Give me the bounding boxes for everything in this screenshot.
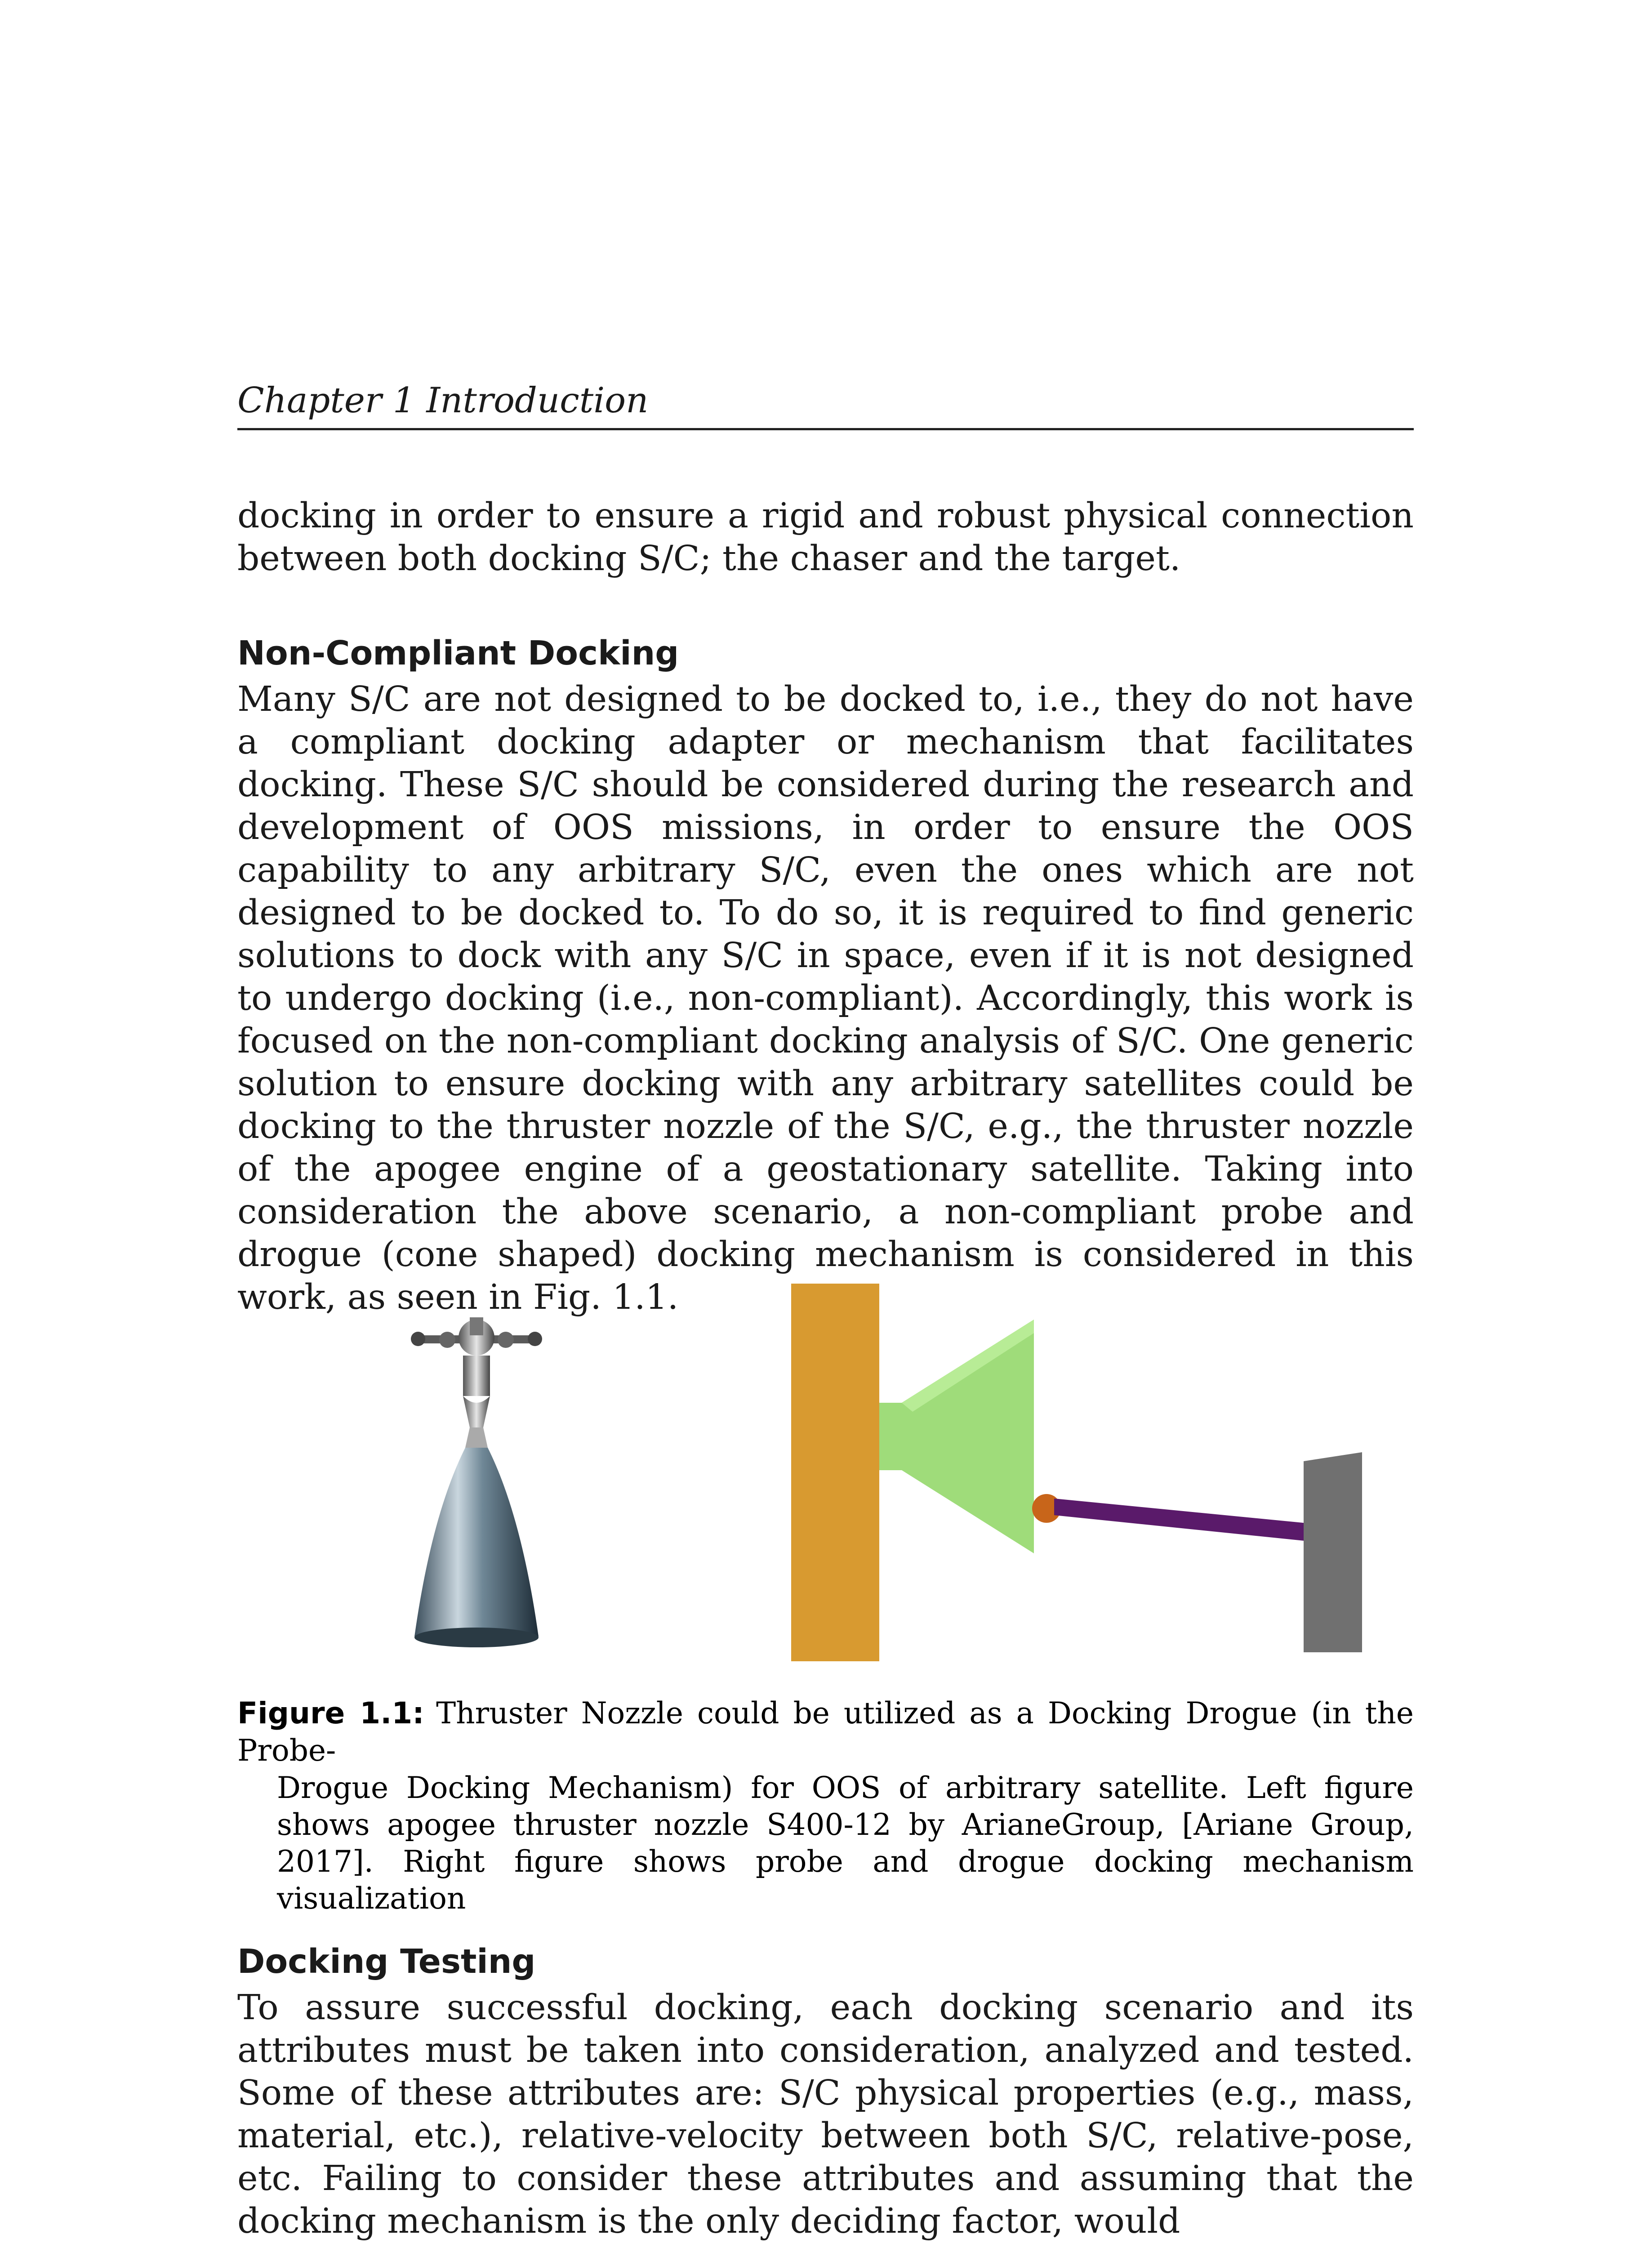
probe-rod	[1054, 1499, 1317, 1542]
running-head: Chapter 1 Introduction	[237, 380, 649, 421]
section-heading-testing: Docking Testing	[237, 1942, 536, 1981]
drogue-neck	[879, 1403, 902, 1470]
figure-caption-first-line: Thruster Nozzle could be utilized as a Docking Drogue (in the Probe-	[237, 1696, 1414, 1768]
probe-drogue-visualization	[791, 1284, 1362, 1661]
drogue-cone	[902, 1320, 1034, 1553]
docking-plate	[791, 1284, 879, 1661]
figure-label: Figure 1.1:	[237, 1696, 424, 1731]
section-heading-noncompliant: Non-Compliant Docking	[237, 634, 679, 673]
noncompliant-paragraph: Many S/C are not designed to be docked to, i.e., they do not have a compliant docking adapter or mechanism that facilitates docking. These S/C should be considered during the research and development of OOS missions, in order to ensure the OOS capability to any arbitrary S/C, even the ones which are not designed to be docked to. To do so, it is required to find generic solutions to dock with any S/C in space, even if it is not designed to undergo docking (i.e., non-compliant). Accordingly, this work is focused on the non-compliant docking analysis of S/C. One generic solution to ensure docking with any arbitrary satellites could be docking to the thruster nozzle of the S/C, e.g., the thruster nozzle of the apogee engine of a geostationary satellite. Taking into consideration the above scenario, a non-compliant probe and drogue (cone shaped) docking mechanism is considered in this work, as seen in Fig. 1.1.	[237, 679, 1414, 1317]
header-rule	[237, 428, 1414, 430]
figure-caption	[237, 1695, 1414, 1917]
testing-paragraph: To assure successful docking, each docking scenario and its attributes must be taken into consideration, analyzed and tested. Some of these attributes are: S/C physical properties (e.g., mass, material, etc.), relative-velocity between both S/C, relative-pose, etc. Failing to consider these attributes and assuming that the docking mechanism is the only deciding factor, would	[237, 1988, 1414, 2241]
target-block	[1304, 1452, 1362, 1652]
thruster-nozzle-image	[405, 1313, 548, 1655]
figure-caption-rest: Drogue Docking Mechanism) for OOS of arbitrary satellite. Left figure shows apogee thruster nozzle S400-12 by ArianeGroup, [Ariane Group, 2017]. Right figure shows probe and drogue docking mechanism visualization	[277, 1771, 1414, 1916]
intro-paragraph: docking in order to ensure a rigid and robust physical connection between both docking S/C; the chaser and the target.	[237, 496, 1414, 579]
